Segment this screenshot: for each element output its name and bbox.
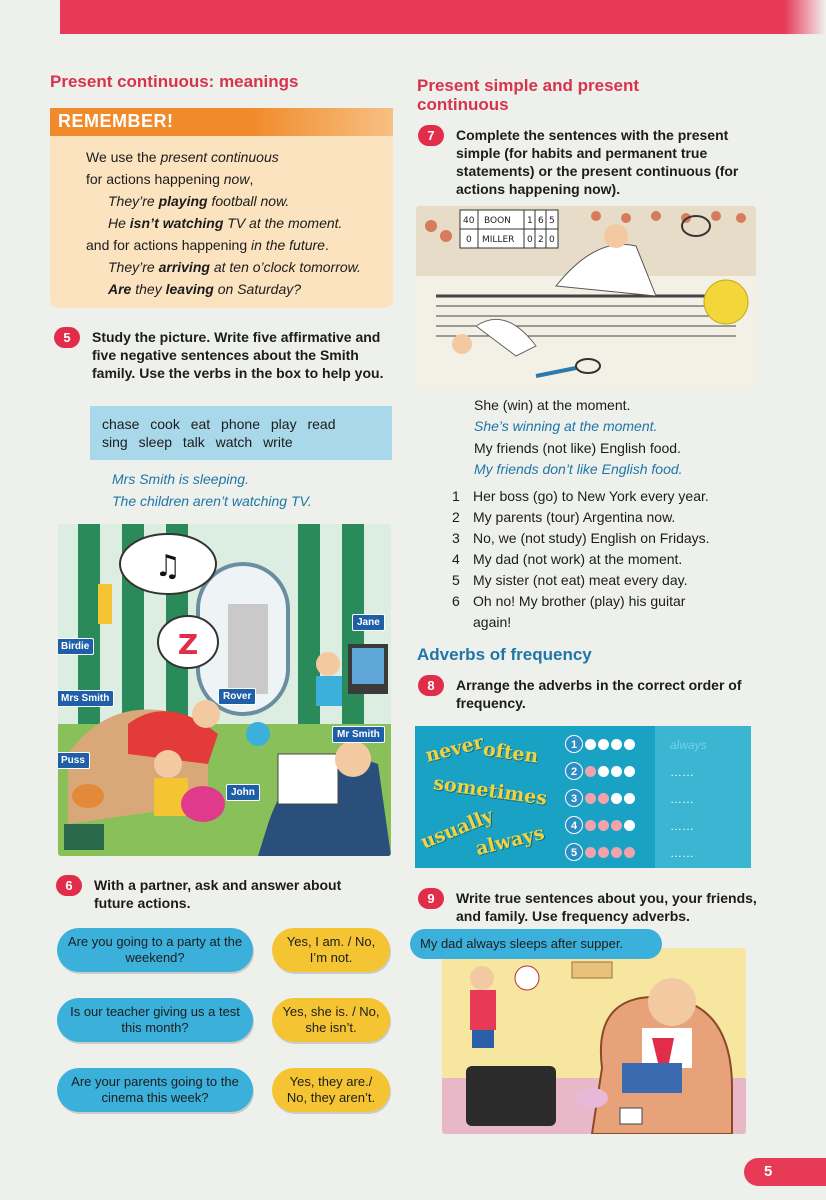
- frequency-row: 3: [565, 789, 655, 809]
- frequency-answer: ……: [670, 765, 694, 779]
- label-birdie: Birdie: [58, 638, 94, 655]
- question-bubble: Are your parents going to the cinema this week?: [57, 1068, 253, 1112]
- top-band: [0, 0, 826, 34]
- task-number: 5: [54, 327, 80, 348]
- svg-text:♫: ♫: [154, 549, 182, 584]
- score-cell: 1: [527, 216, 533, 226]
- adverb-word: always: [473, 821, 547, 861]
- list-item: 2 My parents (tour) Argentina now.: [452, 509, 676, 525]
- label-rover: Rover: [218, 688, 256, 705]
- left-heading: Present continuous: meanings: [50, 72, 299, 91]
- frequency-answer: ……: [670, 792, 694, 806]
- verb-box: [90, 406, 392, 460]
- task-number: 9: [418, 888, 444, 909]
- remember-line: They’re arriving at ten o’clock tomorrow.: [108, 259, 361, 275]
- list-item: 4 My dad (not work) at the moment.: [452, 551, 683, 567]
- list-item: 6 Oh no! My brother (play) his guitar again!: [452, 593, 686, 630]
- example-sentence: Mrs Smith is sleeping.: [112, 471, 249, 487]
- task-text: Arrange the adverbs in the correct order of frequency.: [456, 677, 742, 711]
- frequency-answer: always: [670, 738, 707, 752]
- adverb-word: never: [423, 731, 486, 767]
- score-cell: 6: [538, 216, 544, 226]
- frequency-row: 5: [565, 843, 655, 863]
- frequency-answer: ……: [670, 819, 694, 833]
- verb-line: sing sleep talk watch write: [102, 434, 293, 450]
- task-text: With a partner, ask and answer about future actions.: [94, 877, 342, 911]
- task-number: 8: [418, 675, 444, 696]
- list-item: 5 My sister (not eat) meat every day.: [452, 572, 688, 588]
- score-cell: 2: [538, 235, 544, 245]
- smith-family-picture: [58, 524, 391, 856]
- example-bubble: My dad always sleeps after supper.: [410, 929, 662, 959]
- adverb-word: usually: [417, 804, 497, 854]
- task-text: Study the picture. Write five affirmative and five negative sentences about the Smith family. Use the verbs in the box to help you.: [92, 329, 384, 381]
- remember-line: They’re playing football now.: [108, 193, 290, 209]
- task-7: [418, 126, 758, 198]
- example-sentence: The children aren’t watching TV.: [112, 493, 312, 509]
- adverb-word: often: [481, 738, 540, 768]
- example-answer: She’s winning at the moment.: [474, 418, 658, 434]
- task-number: 7: [418, 125, 444, 146]
- label-mr-smith: Mr Smith: [332, 726, 385, 743]
- list-item: 3 No, we (not study) English on Fridays.: [452, 530, 710, 546]
- question-bubble: Are you going to a party at the weekend?: [57, 928, 253, 972]
- task-5: [54, 328, 384, 382]
- adverb-word: sometimes: [432, 772, 549, 810]
- adverbs-panel: [415, 726, 751, 868]
- remember-line: for actions happening now,: [86, 171, 254, 187]
- score-cell: 0: [527, 235, 533, 245]
- frequency-row: 1: [565, 735, 655, 755]
- answer-bubble: Yes, I am. / No, I’m not.: [272, 928, 390, 972]
- task-number: 6: [56, 875, 82, 896]
- tennis-picture: [416, 206, 756, 388]
- score-cell: BOON: [484, 216, 511, 226]
- page-number: 5: [744, 1158, 826, 1186]
- score-cell: 5: [549, 216, 555, 226]
- example-prompt: She (win) at the moment.: [474, 397, 631, 413]
- example-prompt: My friends (not like) English food.: [474, 440, 681, 456]
- task-text: Write true sentences about you, your friends, and family. Use frequency adverbs.: [456, 890, 757, 924]
- label-jane: Jane: [352, 614, 385, 631]
- task-8: [418, 676, 758, 712]
- score-cell: MILLER: [482, 235, 515, 245]
- frequency-row: 4: [565, 816, 655, 836]
- label-mrs-smith: Mrs Smith: [58, 690, 114, 707]
- example-answer: My friends don’t like English food.: [474, 461, 683, 477]
- score-cell: 40: [463, 216, 475, 226]
- label-john: John: [226, 784, 260, 801]
- exercise-list: [452, 486, 752, 633]
- frequency-answer: ……: [670, 846, 694, 860]
- task-text: Complete the sentences with the present simple (for habits and permanent true statements) or the present continuous (for actions happening now).: [456, 127, 739, 197]
- right-heading: Present simple and present continuous: [417, 76, 640, 114]
- svg-text:Z: Z: [177, 628, 199, 661]
- label-puss: Puss: [58, 752, 90, 769]
- frequency-row: 2: [565, 762, 655, 782]
- remember-title: REMEMBER!: [50, 108, 250, 136]
- task-9: [418, 889, 758, 925]
- verb-line: chase cook eat phone play read: [102, 416, 336, 432]
- task-6: [56, 876, 376, 912]
- remember-box: [50, 108, 393, 308]
- tennis-illustration: [416, 206, 756, 388]
- dad-illustration: [442, 948, 746, 1134]
- answer-bubble: Yes, she is. / No, she isn’t.: [272, 998, 390, 1042]
- answer-bubble: Yes, they are./ No, they aren’t.: [272, 1068, 390, 1112]
- score-cell: 0: [466, 235, 472, 245]
- score-cell: 0: [549, 235, 555, 245]
- remember-line: Are they leaving on Saturday?: [108, 281, 302, 297]
- adverbs-heading: Adverbs of frequency: [417, 645, 592, 664]
- question-bubble: Is our teacher giving us a test this month?: [57, 998, 253, 1042]
- dad-sleeping-picture: [442, 948, 746, 1134]
- remember-line: He isn’t watching TV at the moment.: [108, 215, 343, 231]
- remember-line: We use the present continuous: [86, 149, 279, 165]
- remember-line: and for actions happening in the future.: [86, 237, 329, 253]
- list-item: 1 Her boss (go) to New York every year.: [452, 488, 709, 504]
